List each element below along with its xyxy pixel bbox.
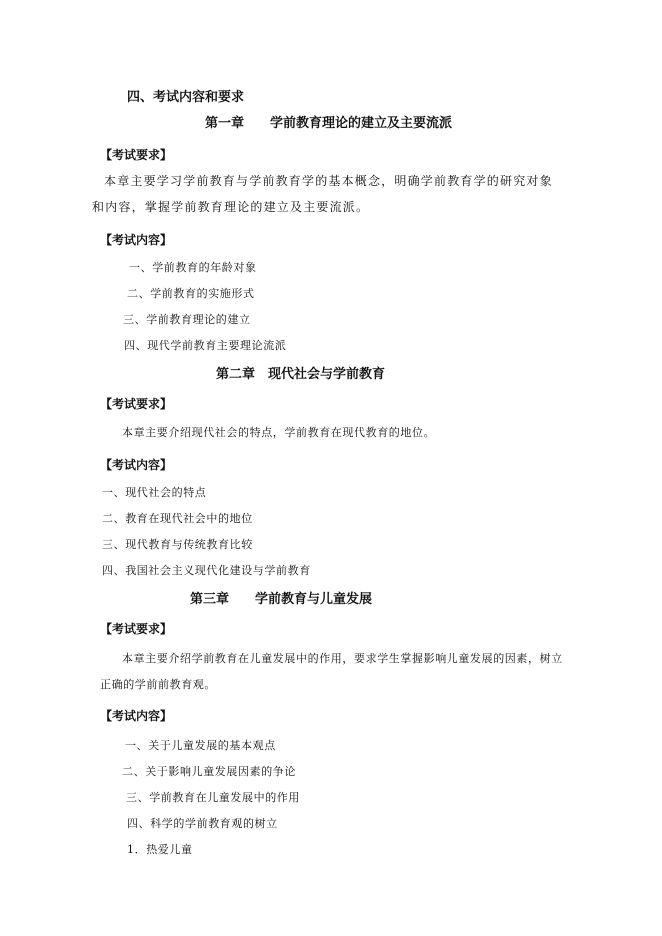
chapter-1-content-item-3: 三、学前教育理论的建立 (123, 313, 251, 326)
chapter-2-content-item-3: 三、现代教育与传统教育比较 (102, 538, 253, 551)
chapter-3-content-item-2: 二、关于影响儿童发展因素的争论 (122, 765, 296, 778)
chapter-1-requirement-line-2: 和内容，掌握学前教育理论的建立及主要流派。 (92, 200, 370, 214)
chapter-1-requirement-line-1: 本章主要学习学前教育与学前教育学的基本概念，明确学前教育学的研究对象 (104, 174, 553, 188)
chapter-3-requirement-line-2: 正确的学前前教育观。 (100, 678, 216, 691)
chapter-3-requirement-line-1: 本章主要介绍学前教育在儿童发展中的作用，要求学生掌握影响儿童发展的因素，树立 (122, 652, 563, 665)
chapter-3-title: 第三章 学前教育与儿童发展 (190, 592, 373, 607)
chapter-1-content-item-1: 一、学前教育的年龄对象 (129, 261, 257, 274)
chapter-1-title: 第一章 学前教育理论的建立及主要流派 (205, 116, 453, 131)
chapter-1-requirements-label: 【考试要求】 (100, 148, 173, 162)
chapter-3-content-item-3: 三、学前教育在儿童发展中的作用 (126, 791, 300, 804)
chapter-3-content-item-1: 一、关于儿童发展的基本观点 (125, 739, 276, 752)
chapter-3-content-item-4: 四、科学的学前教育观的树立 (127, 817, 278, 830)
chapter-2-title: 第二章 现代社会与学前教育 (216, 367, 386, 382)
chapter-2-content-item-2: 二、教育在现代社会中的地位 (102, 512, 253, 525)
chapter-3-content-label: 【考试内容】 (100, 709, 173, 723)
chapter-2-requirements-label: 【考试要求】 (100, 397, 173, 411)
chapter-3-content-item-5: 1．热爱儿童 (127, 843, 193, 856)
section-title: 四、考试内容和要求 (127, 90, 245, 105)
chapter-3-requirements-label: 【考试要求】 (100, 622, 173, 636)
chapter-1-content-item-2: 二、学前教育的实施形式 (127, 287, 255, 300)
chapter-1-content-label: 【考试内容】 (100, 233, 173, 247)
chapter-2-requirement-line-1: 本章主要介绍现代社会的特点，学前教育在现代教育的地位。 (122, 426, 436, 439)
chapter-1-content-item-4: 四、现代学前教育主要理论流派 (124, 339, 287, 352)
chapter-2-content-item-4: 四、我国社会主义现代化建设与学前教育 (102, 564, 311, 577)
chapter-2-content-label: 【考试内容】 (100, 458, 173, 472)
chapter-2-content-item-1: 一、现代社会的特点 (102, 486, 207, 499)
